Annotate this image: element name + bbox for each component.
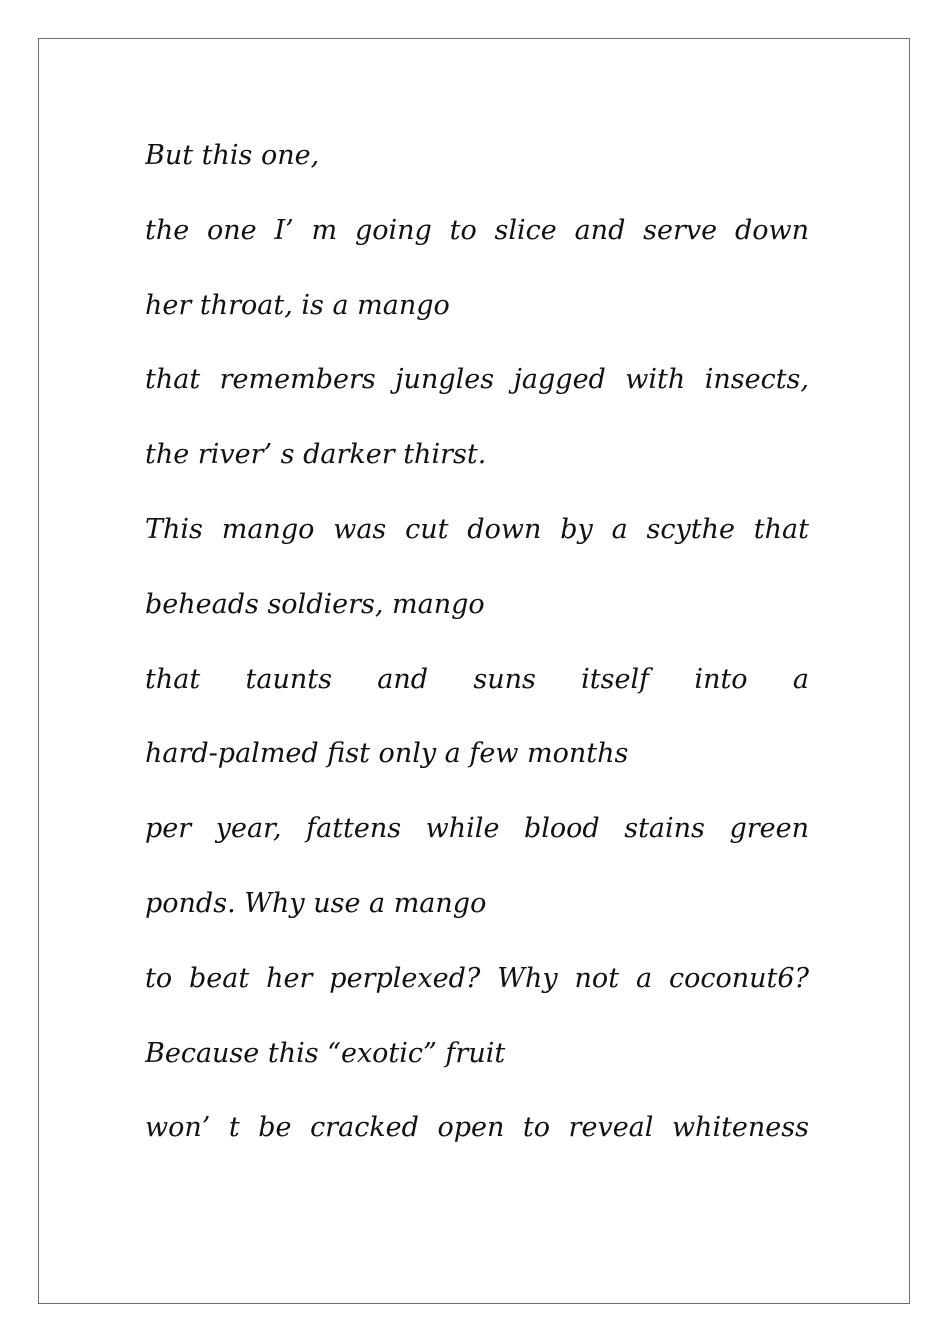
poem-line: the one I’ m going to slice and serve down xyxy=(145,214,809,246)
poem-line: Because this “exotic” fruit xyxy=(145,1037,506,1069)
poem-line: per year, fattens while blood stains green xyxy=(145,813,809,845)
poem-line: won’ t be cracked open to reveal whiteness xyxy=(145,1112,809,1144)
poem-line: This mango was cut down by a scythe that xyxy=(145,513,809,545)
poem-line: her throat, is a mango xyxy=(145,289,450,321)
poem-line: beheads soldiers, mango xyxy=(145,588,485,620)
poem-line: hard-palmed fist only a few months xyxy=(145,738,629,770)
poem-line: But this one, xyxy=(145,140,320,171)
poem-line: that taunts and suns itself into a xyxy=(145,663,809,695)
poem-line: to beat her perplexed? Why not a coconut6? xyxy=(145,962,809,994)
page-frame xyxy=(38,38,910,1304)
poem-text xyxy=(145,119,809,1166)
poem-line: that remembers jungles jagged with insects, xyxy=(145,364,809,396)
poem-line: the river’ s darker thirst. xyxy=(145,439,487,471)
poem-line: ponds. Why use a mango xyxy=(145,887,487,919)
